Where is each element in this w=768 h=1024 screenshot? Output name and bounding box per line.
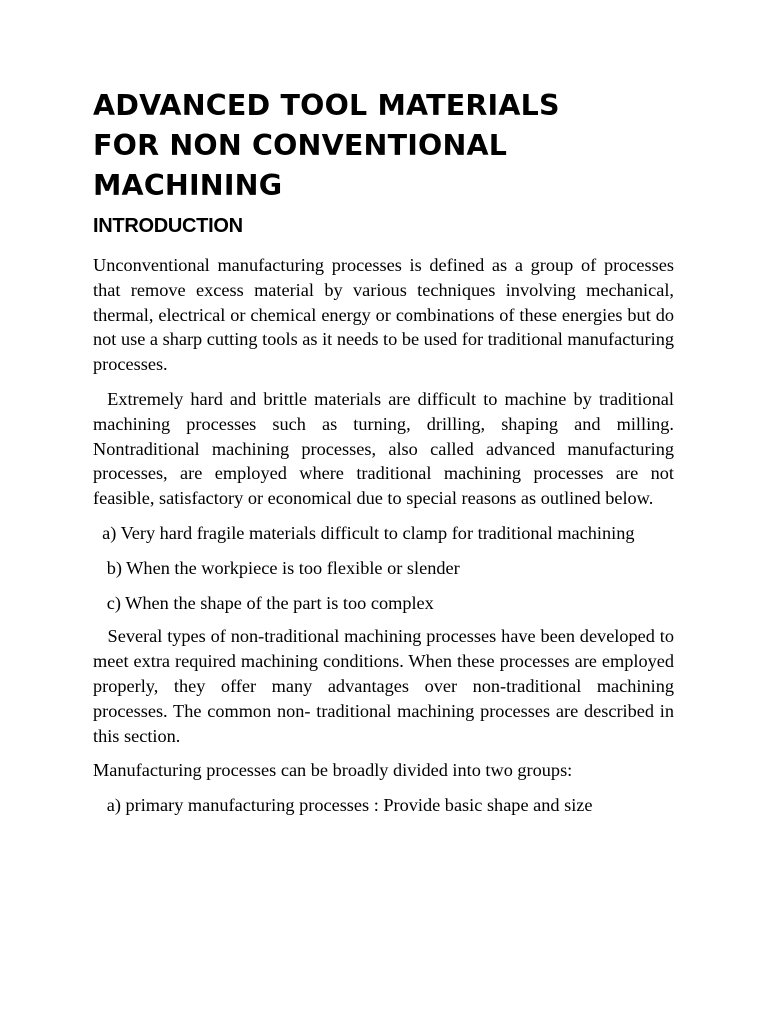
list-item-c-complex-shape: c) When the shape of the part is too complex bbox=[93, 592, 434, 613]
list-item-b-flexible-workpiece: b) When the workpiece is too flexible or slender bbox=[93, 557, 460, 578]
paragraph-process-types: Several types of non-traditional machining processes have been developed to meet extra required machining conditions. When these processes are employed properly, they offer many advantages over non-traditional machining processes. The common non- traditional machining processes are described in this section. bbox=[93, 626, 674, 746]
document-page bbox=[93, 86, 674, 818]
document-title bbox=[93, 86, 674, 206]
title-line-1: ADVANCED TOOL MATERIALS bbox=[93, 89, 560, 122]
title-line-2: FOR NON CONVENTIONAL bbox=[93, 129, 508, 162]
section-heading-introduction: INTRODUCTION bbox=[93, 215, 243, 237]
title-line-3: MACHINING bbox=[93, 169, 283, 202]
paragraph-definition: Unconventional manufacturing processes is defined as a group of processes that remove excess material by various techniques involving mechanical, thermal, electrical or chemical energy or combinations of these energies but do not use a sharp cutting tools as it needs to be used for traditional manufacturing processes. bbox=[93, 255, 674, 375]
paragraph-process-groups: Manufacturing processes can be broadly divided into two groups: bbox=[93, 760, 573, 781]
list-item-a-primary-processes: a) primary manufacturing processes : Provide basic shape and size bbox=[93, 795, 593, 816]
paragraph-hard-materials: Extremely hard and brittle materials are difficult to machine by traditional machining processes such as turning, drilling, shaping and milling. Nontraditional machining processes, also called advanced manufacturing processes, are employed where traditional machining processes are not feasible, satisfactory or economical due to special reasons as outlined below. bbox=[93, 388, 674, 509]
list-item-a-fragile-materials: a) Very hard fragile materials difficult to clamp for traditional machining bbox=[93, 522, 635, 543]
